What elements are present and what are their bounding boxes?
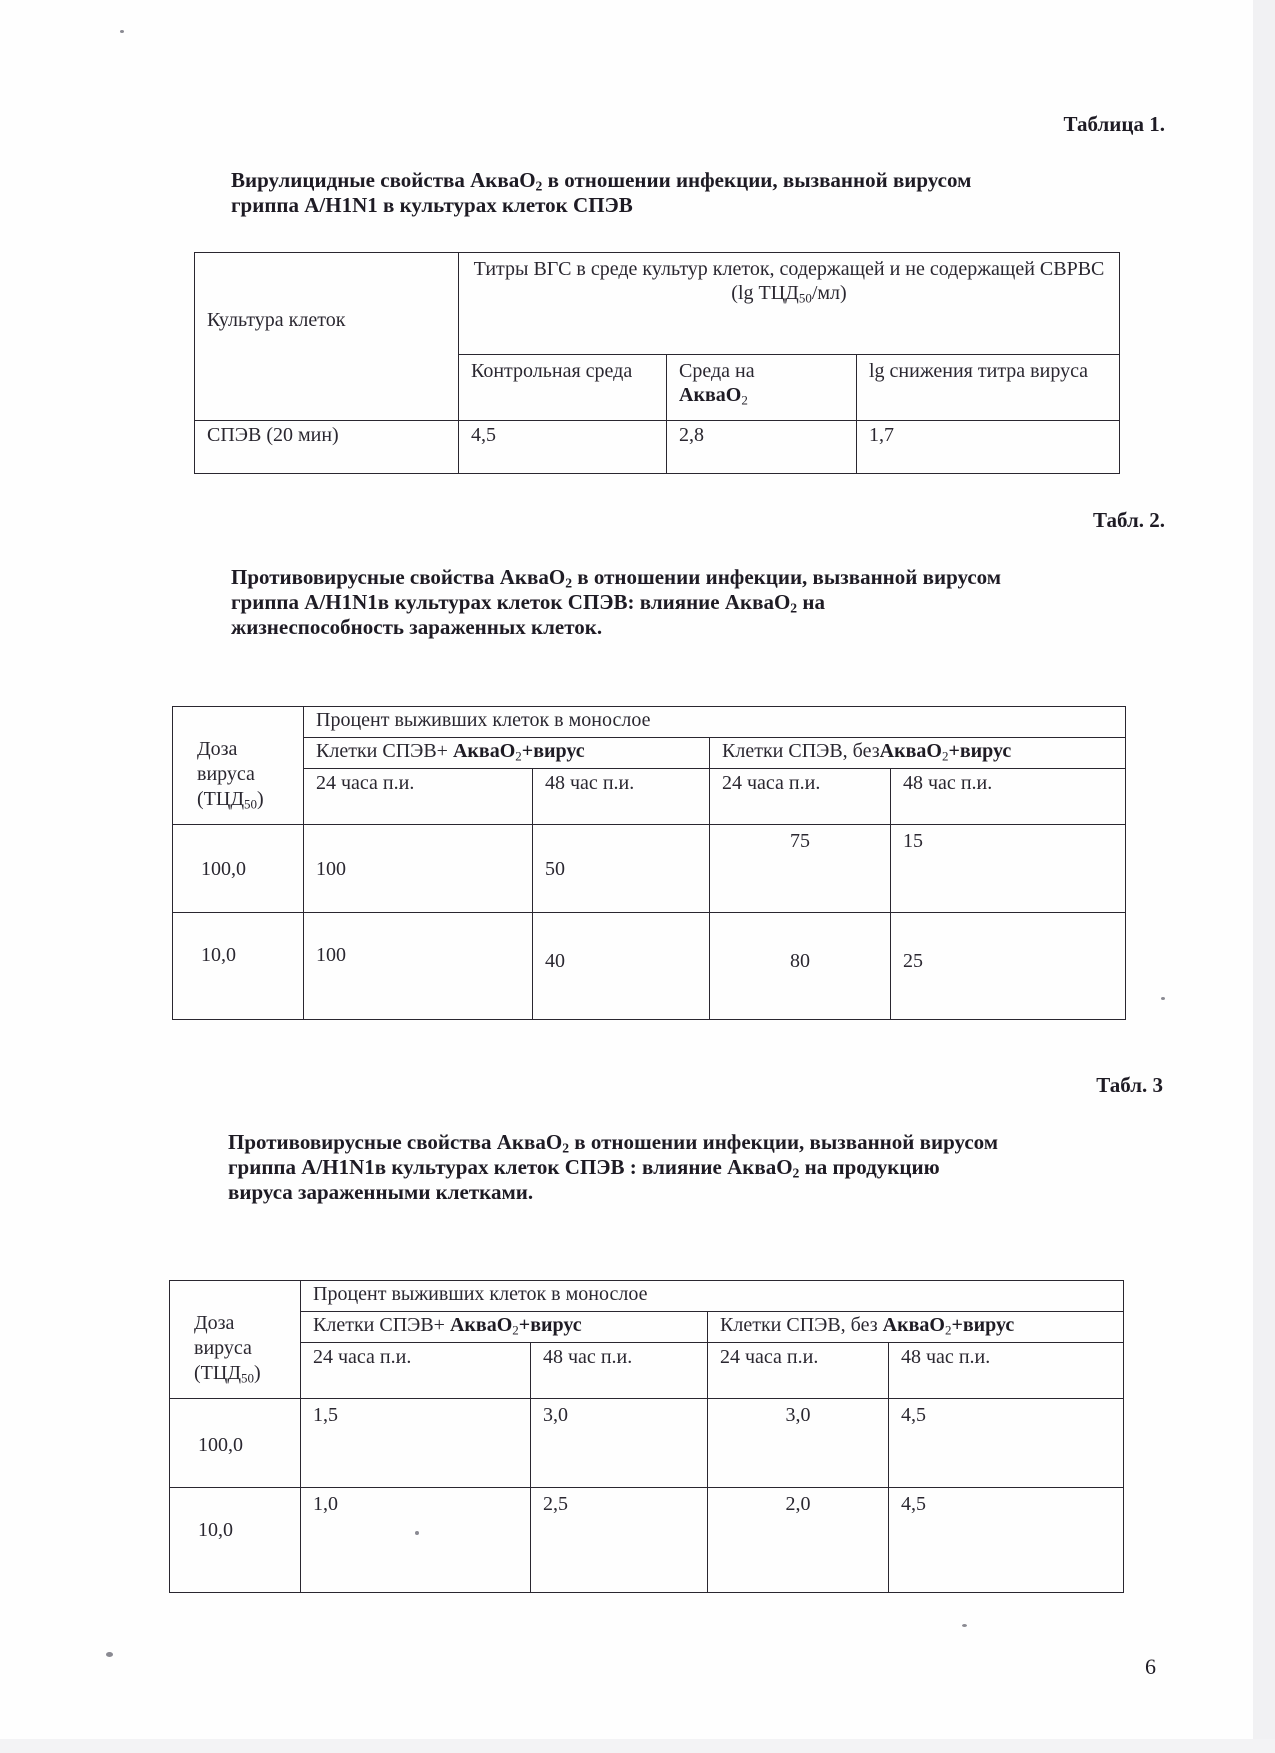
caption-text: в отношении инфекции, вызванной вирусом xyxy=(542,168,972,192)
table2-cell-value: 75 xyxy=(710,825,891,913)
table2-header-percent: Процент выживших клеток в монослое xyxy=(304,707,1126,738)
caption-text: жизнеспособность зараженных клеток. xyxy=(231,615,603,639)
table1-header-culture: Культура клеток xyxy=(195,253,459,421)
table1-cell-culture: СПЭВ (20 мин) xyxy=(195,421,459,474)
caption-text: на продукцию xyxy=(799,1155,940,1179)
table2-header-group-with xyxy=(304,738,710,769)
table1-label: Таблица 1. xyxy=(1063,112,1165,136)
table3-cell-value: 1,5 xyxy=(301,1399,531,1488)
table1-cell-medium: 2,8 xyxy=(667,421,857,474)
subscript: 2 xyxy=(741,392,748,408)
table3-header-dose xyxy=(170,1281,301,1399)
table2 xyxy=(172,706,1126,1020)
header-text-bold: +вирус xyxy=(951,1314,1015,1336)
table3-label: Табл. 3 xyxy=(1096,1073,1163,1097)
header-text: Клетки СПЭВ, без xyxy=(722,740,880,762)
subscript: 2 xyxy=(792,1165,800,1181)
table2-time-header: 24 часа п.и. xyxy=(304,769,533,825)
table3 xyxy=(169,1280,1124,1593)
header-text-bold: +вирус xyxy=(518,1314,582,1336)
subscript: 2 xyxy=(944,1322,952,1338)
table2-cell-value: 100 xyxy=(304,825,533,913)
header-text: ) xyxy=(253,1362,261,1384)
table1 xyxy=(194,252,1120,474)
table3-cell-value: 2,5 xyxy=(531,1488,708,1593)
table2-cell-value: 100 xyxy=(304,913,533,1020)
table3-time-header: 48 час п.и. xyxy=(531,1343,708,1399)
subscript: 50 xyxy=(798,290,812,306)
subscript: 2 xyxy=(565,575,573,591)
subscript: 2 xyxy=(941,748,949,764)
table2-time-header: 48 час п.и. xyxy=(533,769,710,825)
subscript: 50 xyxy=(243,796,257,812)
table2-header-group-without xyxy=(710,738,1126,769)
header-text: Клетки СПЭВ, без xyxy=(720,1314,883,1336)
table3-header-group-with xyxy=(301,1312,708,1343)
scan-edge-right xyxy=(1253,0,1275,1753)
scan-edge-bottom xyxy=(0,1739,1275,1753)
table1-cell-reduction: 1,7 xyxy=(857,421,1120,474)
header-text: Доза вируса (ТЦД xyxy=(197,738,255,810)
table2-cell-value: 15 xyxy=(891,825,1126,913)
header-text: /мл) xyxy=(811,282,847,304)
subscript: 2 xyxy=(515,748,522,764)
table3-header-percent: Процент выживших клеток в монослое xyxy=(301,1281,1124,1312)
table3-cell-value: 2,0 xyxy=(708,1488,889,1593)
table2-cell-dose: 100,0 xyxy=(173,825,304,913)
page-number: 6 xyxy=(1145,1654,1156,1679)
table1-cell-control: 4,5 xyxy=(459,421,667,474)
table2-caption xyxy=(231,565,1171,640)
table3-caption xyxy=(228,1130,1168,1205)
subscript: 2 xyxy=(790,600,798,616)
subscript: 2 xyxy=(512,1322,519,1338)
table3-cell-dose: 100,0 xyxy=(170,1399,301,1488)
table2-time-header: 24 часа п.и. xyxy=(710,769,891,825)
table2-cell-value: 25 xyxy=(891,913,1126,1020)
subscript: 2 xyxy=(535,178,543,194)
table3-cell-value: 3,0 xyxy=(708,1399,889,1488)
header-text: Титры ВГС в среде культур клеток, содержащей и не содержащей СВРВС xyxy=(473,258,1105,280)
header-text: (lg ТЦД xyxy=(731,282,799,304)
table3-time-header: 48 час п.и. xyxy=(889,1343,1124,1399)
header-text-bold: АкваО xyxy=(452,740,516,762)
caption-text: в отношении инфекции, вызванной вирусом xyxy=(569,1130,999,1154)
caption-text: гриппа А/H1N1 в культурах клеток СПЭВ xyxy=(231,193,633,217)
table3-cell-value: 4,5 xyxy=(889,1488,1124,1593)
table3-cell-value: 4,5 xyxy=(889,1399,1124,1488)
header-text-bold: АкваО xyxy=(882,1314,945,1336)
table2-cell-value: 50 xyxy=(533,825,710,913)
caption-text: на xyxy=(797,590,825,614)
header-text: Клетки СПЭВ+ xyxy=(316,740,453,762)
table3-header-group-without xyxy=(708,1312,1124,1343)
header-text-bold: АкваО xyxy=(879,740,942,762)
table3-cell-value: 1,0 xyxy=(301,1488,531,1593)
table1-col-reduction: lg снижения титра вируса xyxy=(857,355,1120,421)
caption-text: гриппа А/H1N1в культурах клеток СПЭВ : влияние АкваО xyxy=(228,1155,793,1179)
scan-speck xyxy=(106,1652,113,1657)
header-text: Клетки СПЭВ+ xyxy=(313,1314,450,1336)
table3-time-header: 24 часа п.и. xyxy=(708,1343,889,1399)
header-text-bold: +вирус xyxy=(521,740,585,762)
table1-col-control: Контрольная среда xyxy=(459,355,667,421)
caption-text: Противовирусные свойства АкваО xyxy=(231,565,566,589)
table2-label: Табл. 2. xyxy=(1093,508,1165,532)
caption-text: вируса зараженными клетками. xyxy=(228,1180,534,1204)
table1-caption xyxy=(231,168,1151,218)
caption-text: Вирулицидные свойства АкваО xyxy=(231,168,536,192)
header-text-bold: АкваО xyxy=(679,384,742,406)
table1-col-medium xyxy=(667,355,857,421)
table2-time-header: 48 час п.и. xyxy=(891,769,1126,825)
caption-text: в отношении инфекции, вызванной вирусом xyxy=(572,565,1002,589)
scan-speck xyxy=(962,1624,967,1627)
table2-cell-dose: 10,0 xyxy=(173,913,304,1020)
scan-speck xyxy=(1161,997,1165,1000)
header-text-bold: +вирус xyxy=(948,740,1012,762)
subscript: 50 xyxy=(240,1370,254,1386)
table1-header-titers xyxy=(459,253,1120,355)
table3-cell-value: 3,0 xyxy=(531,1399,708,1488)
header-text-bold: АкваО xyxy=(449,1314,513,1336)
table3-cell-dose: 10,0 xyxy=(170,1488,301,1593)
table2-cell-value: 80 xyxy=(710,913,891,1020)
table2-header-dose xyxy=(173,707,304,825)
subscript: 2 xyxy=(562,1140,570,1156)
scan-speck xyxy=(120,30,124,33)
header-text: ) xyxy=(256,788,264,810)
caption-text: гриппа А/H1N1в культурах клеток СПЭВ: влияние АкваО xyxy=(231,590,791,614)
table2-cell-value: 40 xyxy=(533,913,710,1020)
header-text: Доза вируса (ТЦД xyxy=(194,1312,252,1384)
header-text: Среда на xyxy=(679,360,755,382)
table3-time-header: 24 часа п.и. xyxy=(301,1343,531,1399)
caption-text: Противовирусные свойства АкваО xyxy=(228,1130,563,1154)
